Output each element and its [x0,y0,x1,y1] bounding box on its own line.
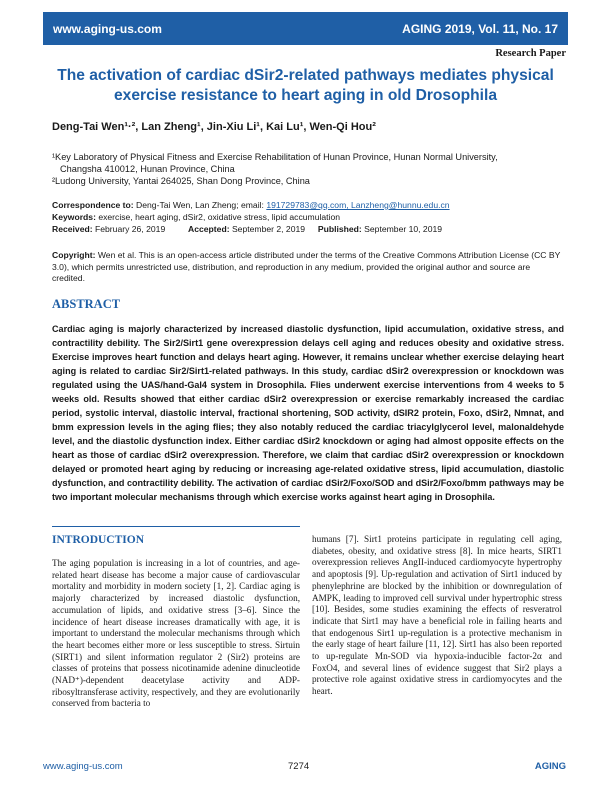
column-divider-line [52,526,300,527]
affiliation-line-1: ¹Key Laboratory of Physical Fitness and Exercise Rehabilitation of Hunan Province, Hunan Normal University, [52,152,498,162]
keywords-text: exercise, heart aging, dSir2, oxidative stress, lipid accumulation [98,212,341,222]
accepted-date: September 2, 2019 [231,224,306,234]
correspondence-emails[interactable]: 191729783@qq.com, Lanzheng@hunnu.edu.cn [266,200,450,210]
header-journal-info: AGING 2019, Vol. 11, No. 17 [402,21,558,36]
authors: Deng-Tai Wen¹·², Lan Zheng¹, Jin-Xiu Li¹, Kai Lu¹, Wen-Qi Hou² [52,121,376,133]
keywords [52,212,340,224]
introduction-heading: INTRODUCTION [52,534,145,546]
published-date: September 10, 2019 [364,224,443,234]
article-type: Research Paper [495,48,566,59]
footer-page-number: 7274 [288,761,310,772]
intro-right-text: humans [7]. Sirt1 proteins participate in regulating cell aging, diabetes, obesity, and oxidative stress [8]. In mice hearts, SIRT1 overexpression relieves AngII-induced cardiomyocyte hypertrophy and apoptosis [9]. Up-regulation and activation of Sirt1 induced by phenylephrine are blocked by the inhibition or downregulation of AMPK, leading to improved cell survival under hypertrophic stress [10]. Besides, some studies examining the effects of resveratrol indicate that Sirt1 may have a beneficial role in failing hearts and that endogenous Sirt1 up-regulation is a protective mechanism in the early stage of heart failure [11, 12]. Sirt1 has also been reported to up-regulate Mn-SOD via hypoxia-inducible factor-2α and FoxO4, and several lines of evidence suggest that Sir2 plays a protective role against oxidative stress in cardiomyocytes and the heart. [312,534,562,697]
copyright-text: Wen et al. This is an open-access article distributed under the terms of the Creative Commons Attribution License (CC BY 3.0), which permits unrestricted use, distribution, and reproduction in any medium, provided the original author and source are credited. [52,250,561,283]
received-label: Received: [52,224,93,234]
intro-left-text: The aging population is increasing in a lot of countries, and age-related heart disease has become a major cause of cardiovascular mortality and morbidity in modern society [1, 2]. Cardiac aging is majorly characterized by increased diastolic dysfunction, accumulation of lipids, and oxidative stress [3–6]. Since the incidence of heart disease increases dramatically with age, it is important to understand the molecular mechanisms through which the heart becomes either more or less susceptible to stress. Sirtuin (SIRT1) and silent information regulator 2 (Sir2) proteins are classes of proteins that possess nicotinamide adenine dinucleotide (NAD⁺)-dependent deacetylase activity and ADP-ribosyltransferase activity, respectively, and they are evolutionarily conserved from bacteria to [52,558,300,709]
copyright-notice [52,250,562,285]
correspondence [52,200,450,212]
article-title: The activation of cardiac dSir2-related pathways mediates physical exercise resistance to heart aging in old Drosophila [57,67,554,104]
published-label: Published: [317,224,362,234]
copyright-label: Copyright: [52,250,96,260]
footer-journal-name: AGING [534,761,566,772]
correspondence-label: Correspondence to: [52,200,134,210]
journal-header-bar [43,12,568,45]
abstract-heading: ABSTRACT [52,297,121,311]
intro-right-column [312,534,562,734]
header-site-url[interactable]: www.aging-us.com [53,21,162,36]
article-dates [52,224,442,236]
affiliation-line-3: ²Ludong University, Yantai 264025, Shan Dong Province, China [52,176,310,186]
accepted-label: Accepted: [188,224,230,234]
footer-site-url[interactable]: www.aging-us.com [43,761,123,772]
keywords-label: Keywords: [52,212,96,222]
affiliation-line-2: Changsha 410012, Hunan Province, China [60,164,235,174]
correspondence-names: Deng-Tai Wen, Lan Zheng; email: [136,200,264,210]
received-date: February 26, 2019 [95,224,166,234]
abstract-text: Cardiac aging is majorly characterized by increased diastolic dysfunction, lipid accumulation, oxidative stress, and contractility debility. The Sir2/Sirt1 gene overexpression delays cell aging and reduces obesity and oxidative stress. Exercise improves heart function and delays heart aging. However, it remains unclear whether exercise delaying heart aging is related to cardiac Sir2/Sirt1-related pathways. In this study, cardiac dSir2 overexpression or knockdown was regulated using the UAS/hand-Gal4 system in Drosophila. Flies underwent exercise interventions from 4 weeks to 5 weeks old. Results showed that either cardiac dSir2 overexpression or exercise remarkably increased the cardiac period, systolic interval, diastolic interval, fractional shortening, SOD activity, dSIR2 protein, Foxo, dSir2, Nmnat, and bmm expression levels in the aging flies; they also notably reduced the cardiac triacylglycerol level, malonaldehyde level, and the diastolic dysfunction index. Either cardiac dSir2 knockdown or aging had almost opposite effects on the heart as those of cardiac dSir2 overexpression. Therefore, we claim that cardiac dSir2 overexpression or knockdown delayed or promoted heart aging by reducing or increasing age-related oxidative stress, lipid accumulation, diastolic dysfunction, and contractility debility. The activation of cardiac dSir2/Foxo/SOD and dSir2/Foxo/bmm pathways may be two important molecular mechanisms through which exercise works against heart aging in Drosophila. [52,324,564,502]
intro-left-column [52,558,300,738]
